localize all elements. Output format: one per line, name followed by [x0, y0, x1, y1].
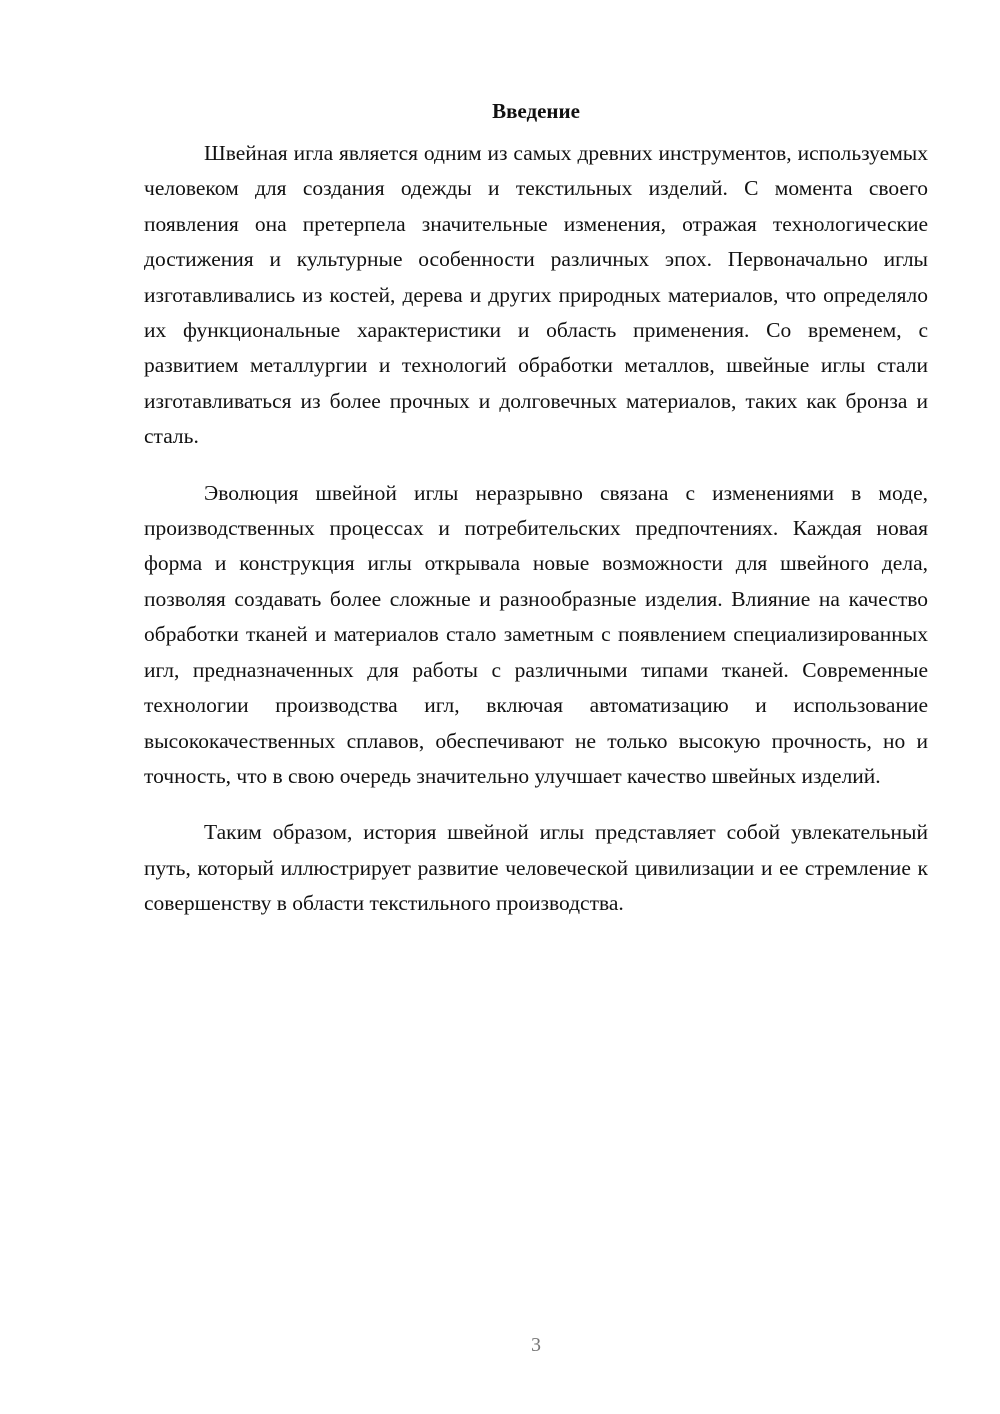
section-title: Введение: [492, 99, 580, 123]
paragraph-3: Таким образом, история швейной иглы представляет собой увлекательный путь, который иллюстрирует развитие человеческой цивилизации и ее стремление к совершенству в области текстильного производства.: [144, 820, 928, 916]
paragraph-2: Эволюция швейной иглы неразрывно связана с изменениями в моде, производственных процессах и потребительских предпочтениях. Каждая новая форма и конструкция иглы открывала новые возможности для швейного дела, позволяя создавать более сложные и разнообразные изделия. Влияние на качество обработки тканей и материалов стало заметным с появлением специализированных игл, предназначенных для работы с различными типами тканей. Современные технологии производства игл, включая автоматизацию и использование высококачественных сплавов, обеспечивают не только высокую прочность, но и точность, что в свою очередь значительно улучшает качество швейных изделий.: [144, 480, 928, 788]
paragraph-1: Швейная игла является одним из самых древних инструментов, используемых человеком для создания одежды и текстильных изделий. С момента своего появления она претерпела значительные изменения, отражая технологические достижения и культурные особенности различных эпох. Первоначально иглы изготавливались из костей, дерева и других природных материалов, что определяло их функциональные характеристики и область применения. Со временем, с развитием металлургии и технологий обработки металлов, швейные иглы стали изготавливаться из более прочных и долговечных материалов, таких как бронза и сталь.: [144, 141, 928, 449]
page-number: 3: [531, 1334, 541, 1356]
page-content: [144, 96, 928, 943]
